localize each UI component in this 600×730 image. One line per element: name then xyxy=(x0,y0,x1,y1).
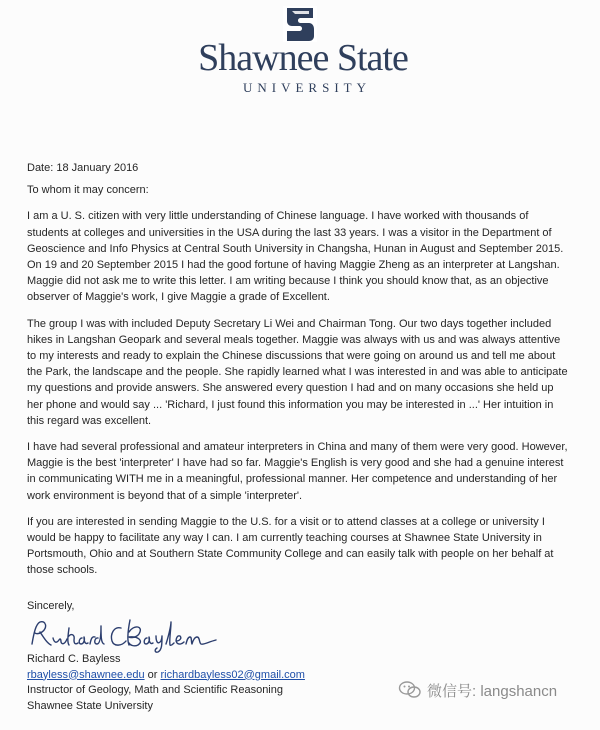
letter-body xyxy=(27,160,572,579)
paragraph-4: If you are interested in sending Maggie to the U.S. for a visit or to attend classes at a college or university I would be happy to facilitate any way I can. I am currently teaching courses at Shawnee State University in Portsmouth, Ohio and at Southern State Community College and can easily talk with people on her behalf at those schools. xyxy=(27,515,554,577)
email-separator: or xyxy=(144,668,161,681)
signer-emails xyxy=(27,668,305,684)
paragraph-2: The group I was with included Deputy Secretary Li Wei and Chairman Tong. Our two days together included hikes in Langshan Geopark and several meals together. Maggie was always with us and was always attentive to my interests and ready to explain the Chinese discussions that were going on around us and tell me about the Park, the landscape and the people. She rapidly learned what I was interested in and was able to anticipate my questions and provide answers. She answered every question I had and on many occasions she held up her phone and would say ... 'Richard, I just found this information you may be interested in ...' Her intuition in this regard was excellent. xyxy=(27,317,568,427)
letter-closing: Sincerely, xyxy=(27,600,75,612)
handwritten-signature xyxy=(26,614,256,654)
paragraph-1: I am a U. S. citizen with very little understanding of Chinese language. I have worked with thousands of students at colleges and universities in the USA during the last 33 years. I was a visitor in the Department of Geoscience and Info Physics at Central South University in Changsha, Hunan in August and September 2015. On 19 and 20 September 2015 I had the good fortune of having Maggie Zheng as an interpreter at Langshan. Maggie did not ask me to write this letter. I am writing because I think you should know that, as an objective observer of Maggie's work, I give Maggie a grade of Excellent. xyxy=(27,210,564,304)
email-link-primary[interactable]: rbayless@shawnee.edu xyxy=(27,668,145,681)
signer-block xyxy=(27,652,305,714)
wechat-icon xyxy=(398,680,422,700)
letter-greeting: To whom it may concern: xyxy=(27,184,149,197)
signer-institution: Shawnee State University xyxy=(27,699,153,712)
paragraph-3: I have had several professional and amateur interpreters in China and many of them were very good. However, Maggie is the best 'interpreter' I have had so far. Maggie's English is very good and she had a genuine interest in communicating WITH me in a meaningful, professional manner. Her competence and understanding of her work environment is beyond that of a simple 'interpreter'. xyxy=(27,441,568,502)
signer-title: Instructor of Geology, Math and Scientific Reasoning xyxy=(27,684,283,696)
signer-name: Richard C. Bayless xyxy=(27,653,121,665)
letter-date: Date: 18 January 2016 xyxy=(27,162,139,174)
wechat-id-label: 微信号: langshancn xyxy=(427,682,558,700)
university-name: Shawnee State xyxy=(198,37,408,79)
university-subtitle: UNIVERSITY xyxy=(243,80,371,95)
email-link-secondary[interactable]: richardbayless02@gmail.com xyxy=(160,668,305,681)
wechat-watermark xyxy=(398,679,588,701)
